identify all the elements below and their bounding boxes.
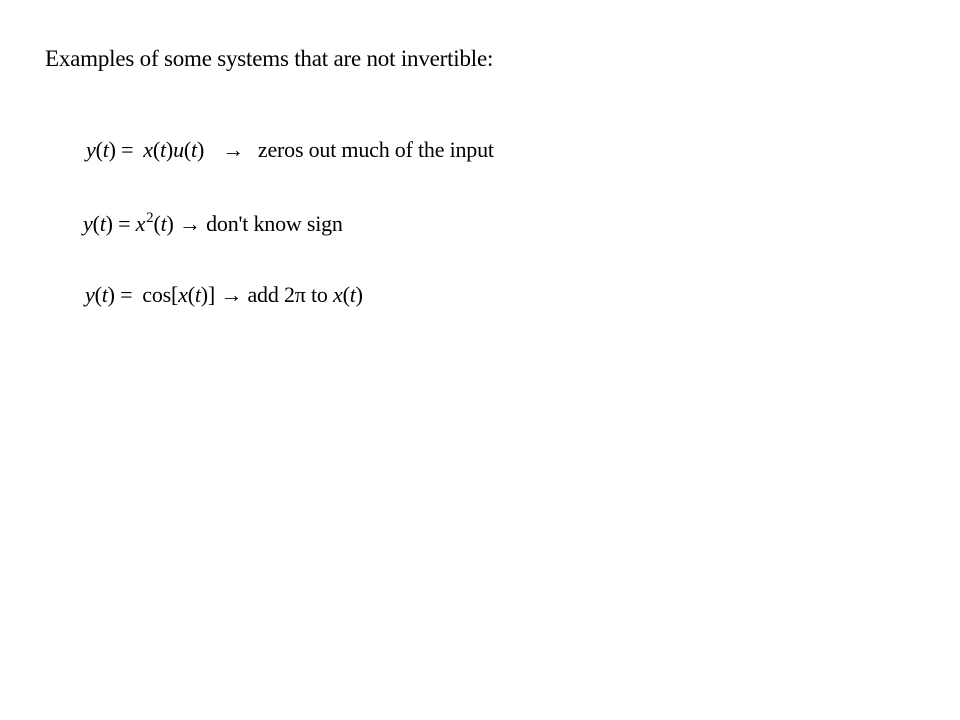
input-symbol: x: [178, 282, 188, 307]
time-variable: t: [102, 137, 109, 162]
example-equation-3: y(t) = cos[x(t)] → add 2π to x(t): [85, 282, 363, 307]
right-arrow-icon: →: [222, 137, 244, 162]
output-symbol: y: [83, 211, 93, 236]
time-variable: t: [349, 282, 356, 307]
output-symbol: y: [86, 137, 96, 162]
example-equation-2: $y(t) = x^2(t) \to don't$ know sign: [83, 210, 343, 236]
example-note-3: add 2π to: [247, 282, 328, 307]
example-note-1: zeros out much of the input: [257, 137, 494, 162]
time-variable: t: [191, 137, 197, 162]
exponent: 2: [146, 210, 154, 226]
right-arrow-icon: →: [220, 282, 243, 307]
time-variable: t: [194, 282, 201, 307]
example-note-2: don't know sign: [206, 211, 343, 236]
cosine-function: cos: [142, 282, 172, 307]
time-variable: t: [160, 211, 167, 236]
time-variable: t: [101, 282, 108, 307]
right-arrow-icon: →: [178, 211, 201, 236]
output-symbol: y: [85, 282, 95, 307]
step-function-symbol: u: [173, 137, 184, 162]
slide-heading: Examples of some systems that are not invertible:: [45, 46, 494, 71]
example-equation-1: y(t) = x(t)u(t) → zeros out much of the input: [86, 137, 494, 162]
time-variable: t: [99, 211, 106, 236]
input-symbol: x: [135, 211, 146, 236]
input-symbol: x: [332, 282, 343, 307]
input-symbol: x: [143, 137, 153, 162]
time-variable: t: [160, 137, 166, 162]
